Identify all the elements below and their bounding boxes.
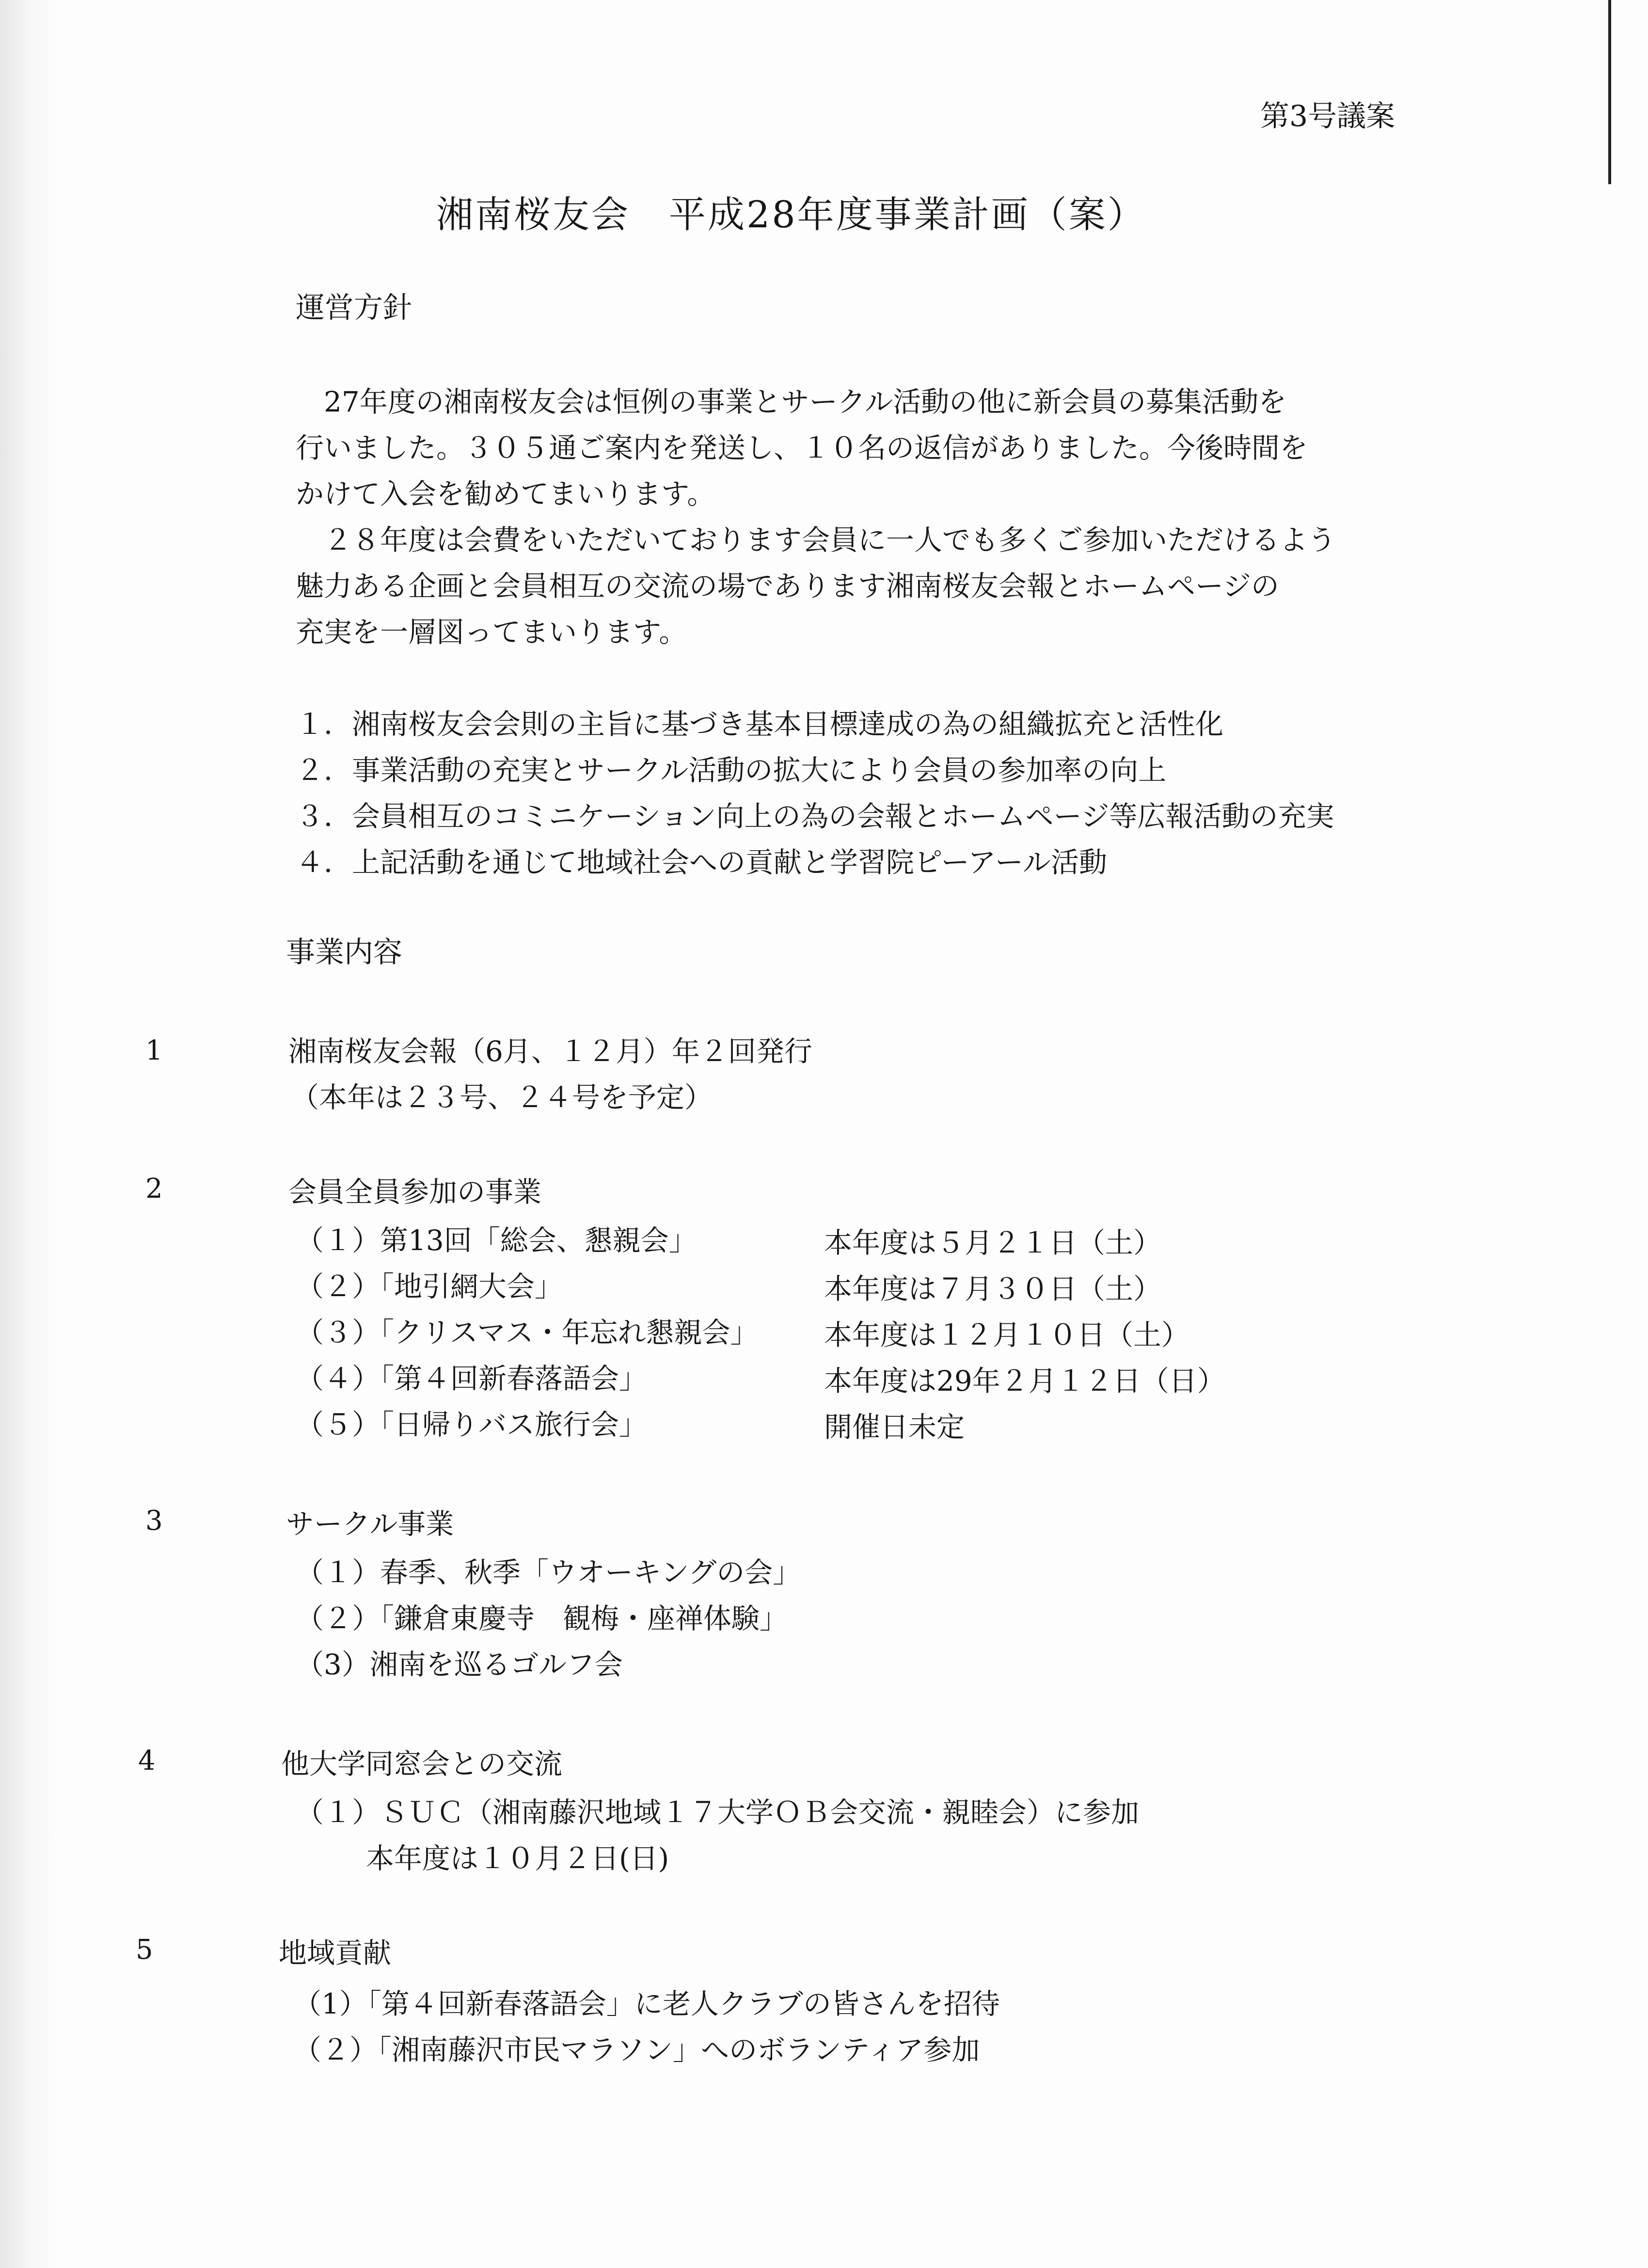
paragraph-line: 魅力ある企画と会員相互の交流の場であります湘南桜友会報とホームページの (296, 570, 1279, 603)
paragraph-line: ２８年度は会費をいただいております会員に一人でも多くご参加いただけるよう (296, 523, 1336, 556)
goal-item: ２．事業活動の充実とサークル活動の拡大により会員の参加率の向上 (296, 754, 1167, 787)
event-date: 本年度は５月２１日（土） (824, 1226, 1162, 1259)
section-number: 2 (145, 1173, 163, 1205)
event-label: （３）「クリスマス・年忘れ懇親会」 (296, 1316, 759, 1349)
section-title: 会員全員参加の事業 (288, 1175, 542, 1208)
section-line: （本年は２３号、２４号を予定） (291, 1081, 713, 1114)
section-number: 4 (138, 1745, 156, 1776)
goal-item: ３．会員相互のコミニケーション向上の為の会報とホームページ等広報活動の充実 (296, 800, 1334, 833)
section-line: 本年度は１０月２日(日) (366, 1842, 669, 1875)
event-date: 開催日未定 (824, 1411, 965, 1443)
section-number: 5 (136, 1934, 153, 1966)
event-date: 本年度は７月３０日（土） (824, 1272, 1162, 1305)
section-line: （２）「鎌倉東慶寺 観梅・座禅体験」 (296, 1602, 788, 1635)
section-title: 湘南桜友会報（6月、１２月）年２回発行 (288, 1035, 812, 1068)
section-line: （3）湘南を巡るゴルフ会 (296, 1648, 623, 1681)
section-line: （２）「湘南藤沢市民マラソン」へのボランティア参加 (293, 2033, 980, 2066)
event-label: （１）第13回「総会、懇親会」 (296, 1224, 697, 1257)
section-number: 3 (145, 1505, 163, 1537)
section-number: 1 (145, 1035, 163, 1066)
page-title: 湘南桜友会 平成28年度事業計画（案） (436, 193, 1146, 236)
event-date: 本年度は29年２月１２日（日） (824, 1364, 1225, 1397)
event-label: （２）「地引網大会」 (296, 1270, 563, 1303)
goal-item: １．湘南桜友会会則の主旨に基づき基本目標達成の為の組織拡充と活性化 (296, 708, 1224, 741)
goal-item: ４．上記活動を通じて地域社会への貢献と学習院ピーアール活動 (296, 846, 1107, 879)
paragraph-line: かけて入会を勧めてまいります。 (296, 477, 715, 510)
section-line: （1）「第４回新春落語会」に老人クラブの皆さんを招待 (293, 1987, 1000, 2020)
section-title: 他大学同窓会との交流 (281, 1747, 563, 1780)
paragraph-line: 27年度の湘南桜友会は恒例の事業とサークル活動の他に新会員の募集活動を (296, 385, 1287, 418)
policy-heading: 運営方針 (296, 291, 412, 325)
activities-heading: 事業内容 (286, 936, 402, 969)
section-line: （１）春季、秋季「ウオーキングの会」 (296, 1556, 801, 1589)
paragraph-line: 充実を一層図ってまいります。 (296, 616, 687, 649)
event-date: 本年度は１２月１０日（土） (824, 1318, 1190, 1351)
event-label: （４）「第４回新春落語会」 (296, 1362, 648, 1395)
paragraph-line: 行いました。３０５通ご案内を発送し、１０名の返信がありました。今後時間を (296, 431, 1308, 464)
section-title: サークル事業 (286, 1507, 454, 1540)
page-edge-shadow (0, 0, 58, 2268)
section-title: 地域貢献 (279, 1936, 392, 1969)
section-line: （１）ＳＵＣ（湘南藤沢地域１７大学ＯＢ会交流・親睦会）に参加 (296, 1796, 1140, 1829)
scan-edge-mark (1608, 0, 1611, 184)
event-label: （５）「日帰りバス旅行会」 (296, 1408, 648, 1441)
proposal-number: 第3号議案 (1260, 99, 1395, 133)
